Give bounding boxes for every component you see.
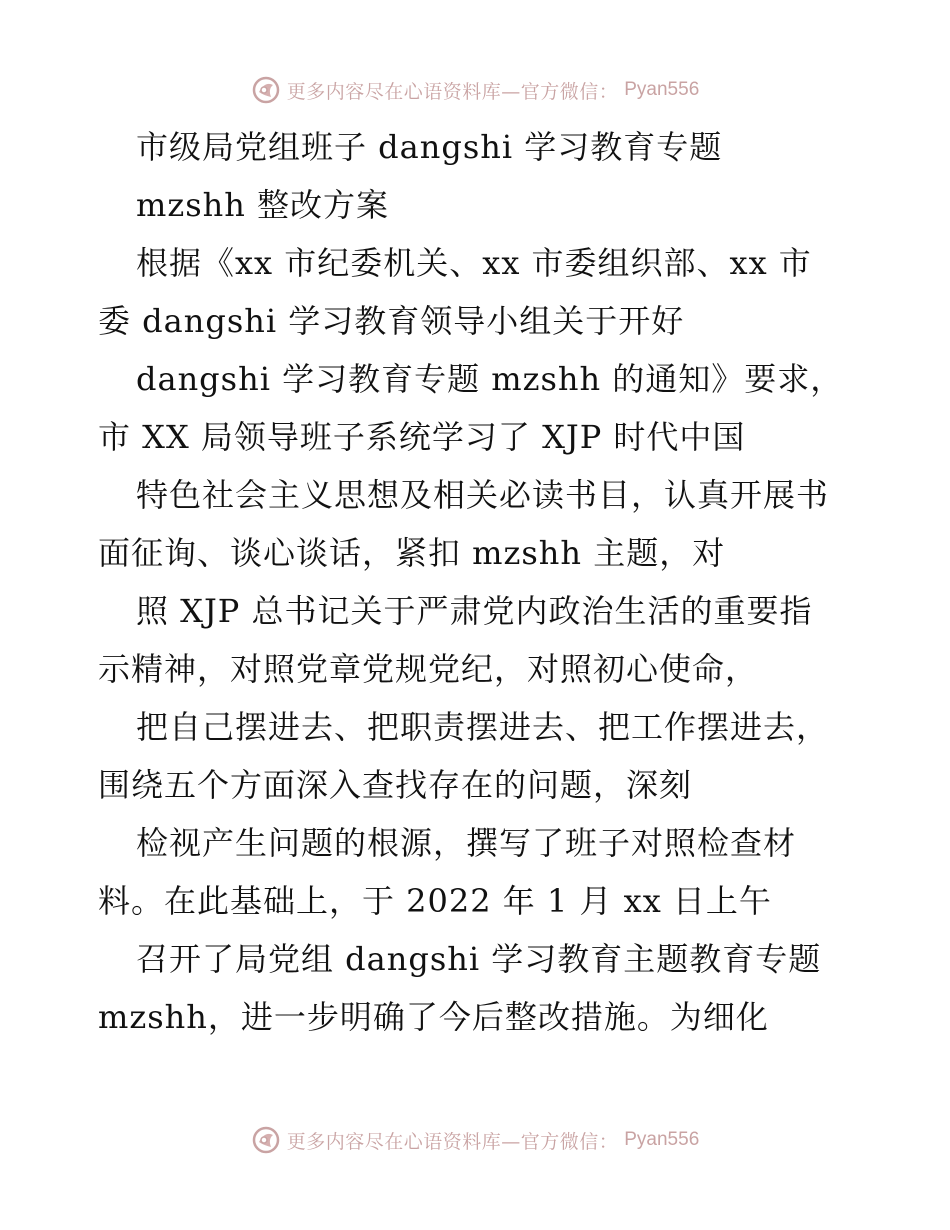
document-title-line-1: 市级局党组班子 dangshi 学习教育专题 [136, 128, 723, 166]
paragraph-line: 把自己摆进去、把职责摆进去、把工作摆进去， [136, 708, 830, 746]
paragraph-line: 照 XJP 总书记关于严肃党内政治生活的重要指 [136, 592, 813, 630]
paragraph-line: 根据《xx 市纪委机关、xx 市委组织部、xx 市 [136, 244, 812, 282]
swirl-logo-icon [251, 1125, 281, 1155]
watermark-footer [0, 1120, 950, 1160]
paragraph-line: 面征询、谈心谈话，紧扣 mzshh 主题，对 [98, 534, 726, 572]
paragraph-line: 召开了局党组 dangshi 学习教育主题教育专题 [136, 940, 822, 978]
watermark-handle: Pyan556 [624, 79, 700, 100]
watermark-group [251, 1125, 700, 1155]
document-title-line-2: mzshh 整改方案 [136, 186, 390, 224]
watermark-handle: Pyan556 [624, 1129, 700, 1150]
watermark-text: 更多内容尽在心语资料库—官方微信： [286, 80, 619, 103]
watermark-header [0, 70, 950, 110]
watermark-text: 更多内容尽在心语资料库—官方微信： [286, 1130, 619, 1153]
paragraph-line: 围绕五个方面深入查找存在的问题，深刻 [98, 766, 693, 804]
paragraph-line: 示精神，对照党章党规党纪，对照初心使命， [98, 650, 759, 688]
paragraph-line: mzshh，进一步明确了今后整改措施。为细化 [98, 998, 769, 1036]
paragraph-line: 检视产生问题的根源，撰写了班子对照检查材 [136, 824, 797, 862]
paragraph-line: dangshi 学习教育专题 mzshh 的通知》要求， [136, 360, 844, 398]
paragraph-line: 市 XX 局领导班子系统学习了 XJP 时代中国 [98, 418, 746, 456]
paragraph-line: 委 dangshi 学习教育领导小组关于开好 [98, 302, 685, 340]
paragraph-line: 料。在此基础上，于 2022 年 1 月 xx 日上午 [98, 882, 772, 920]
paragraph-line: 特色社会主义思想及相关必读书目，认真开展书 [136, 476, 830, 514]
swirl-logo-icon [251, 75, 281, 105]
watermark-group [251, 75, 700, 105]
